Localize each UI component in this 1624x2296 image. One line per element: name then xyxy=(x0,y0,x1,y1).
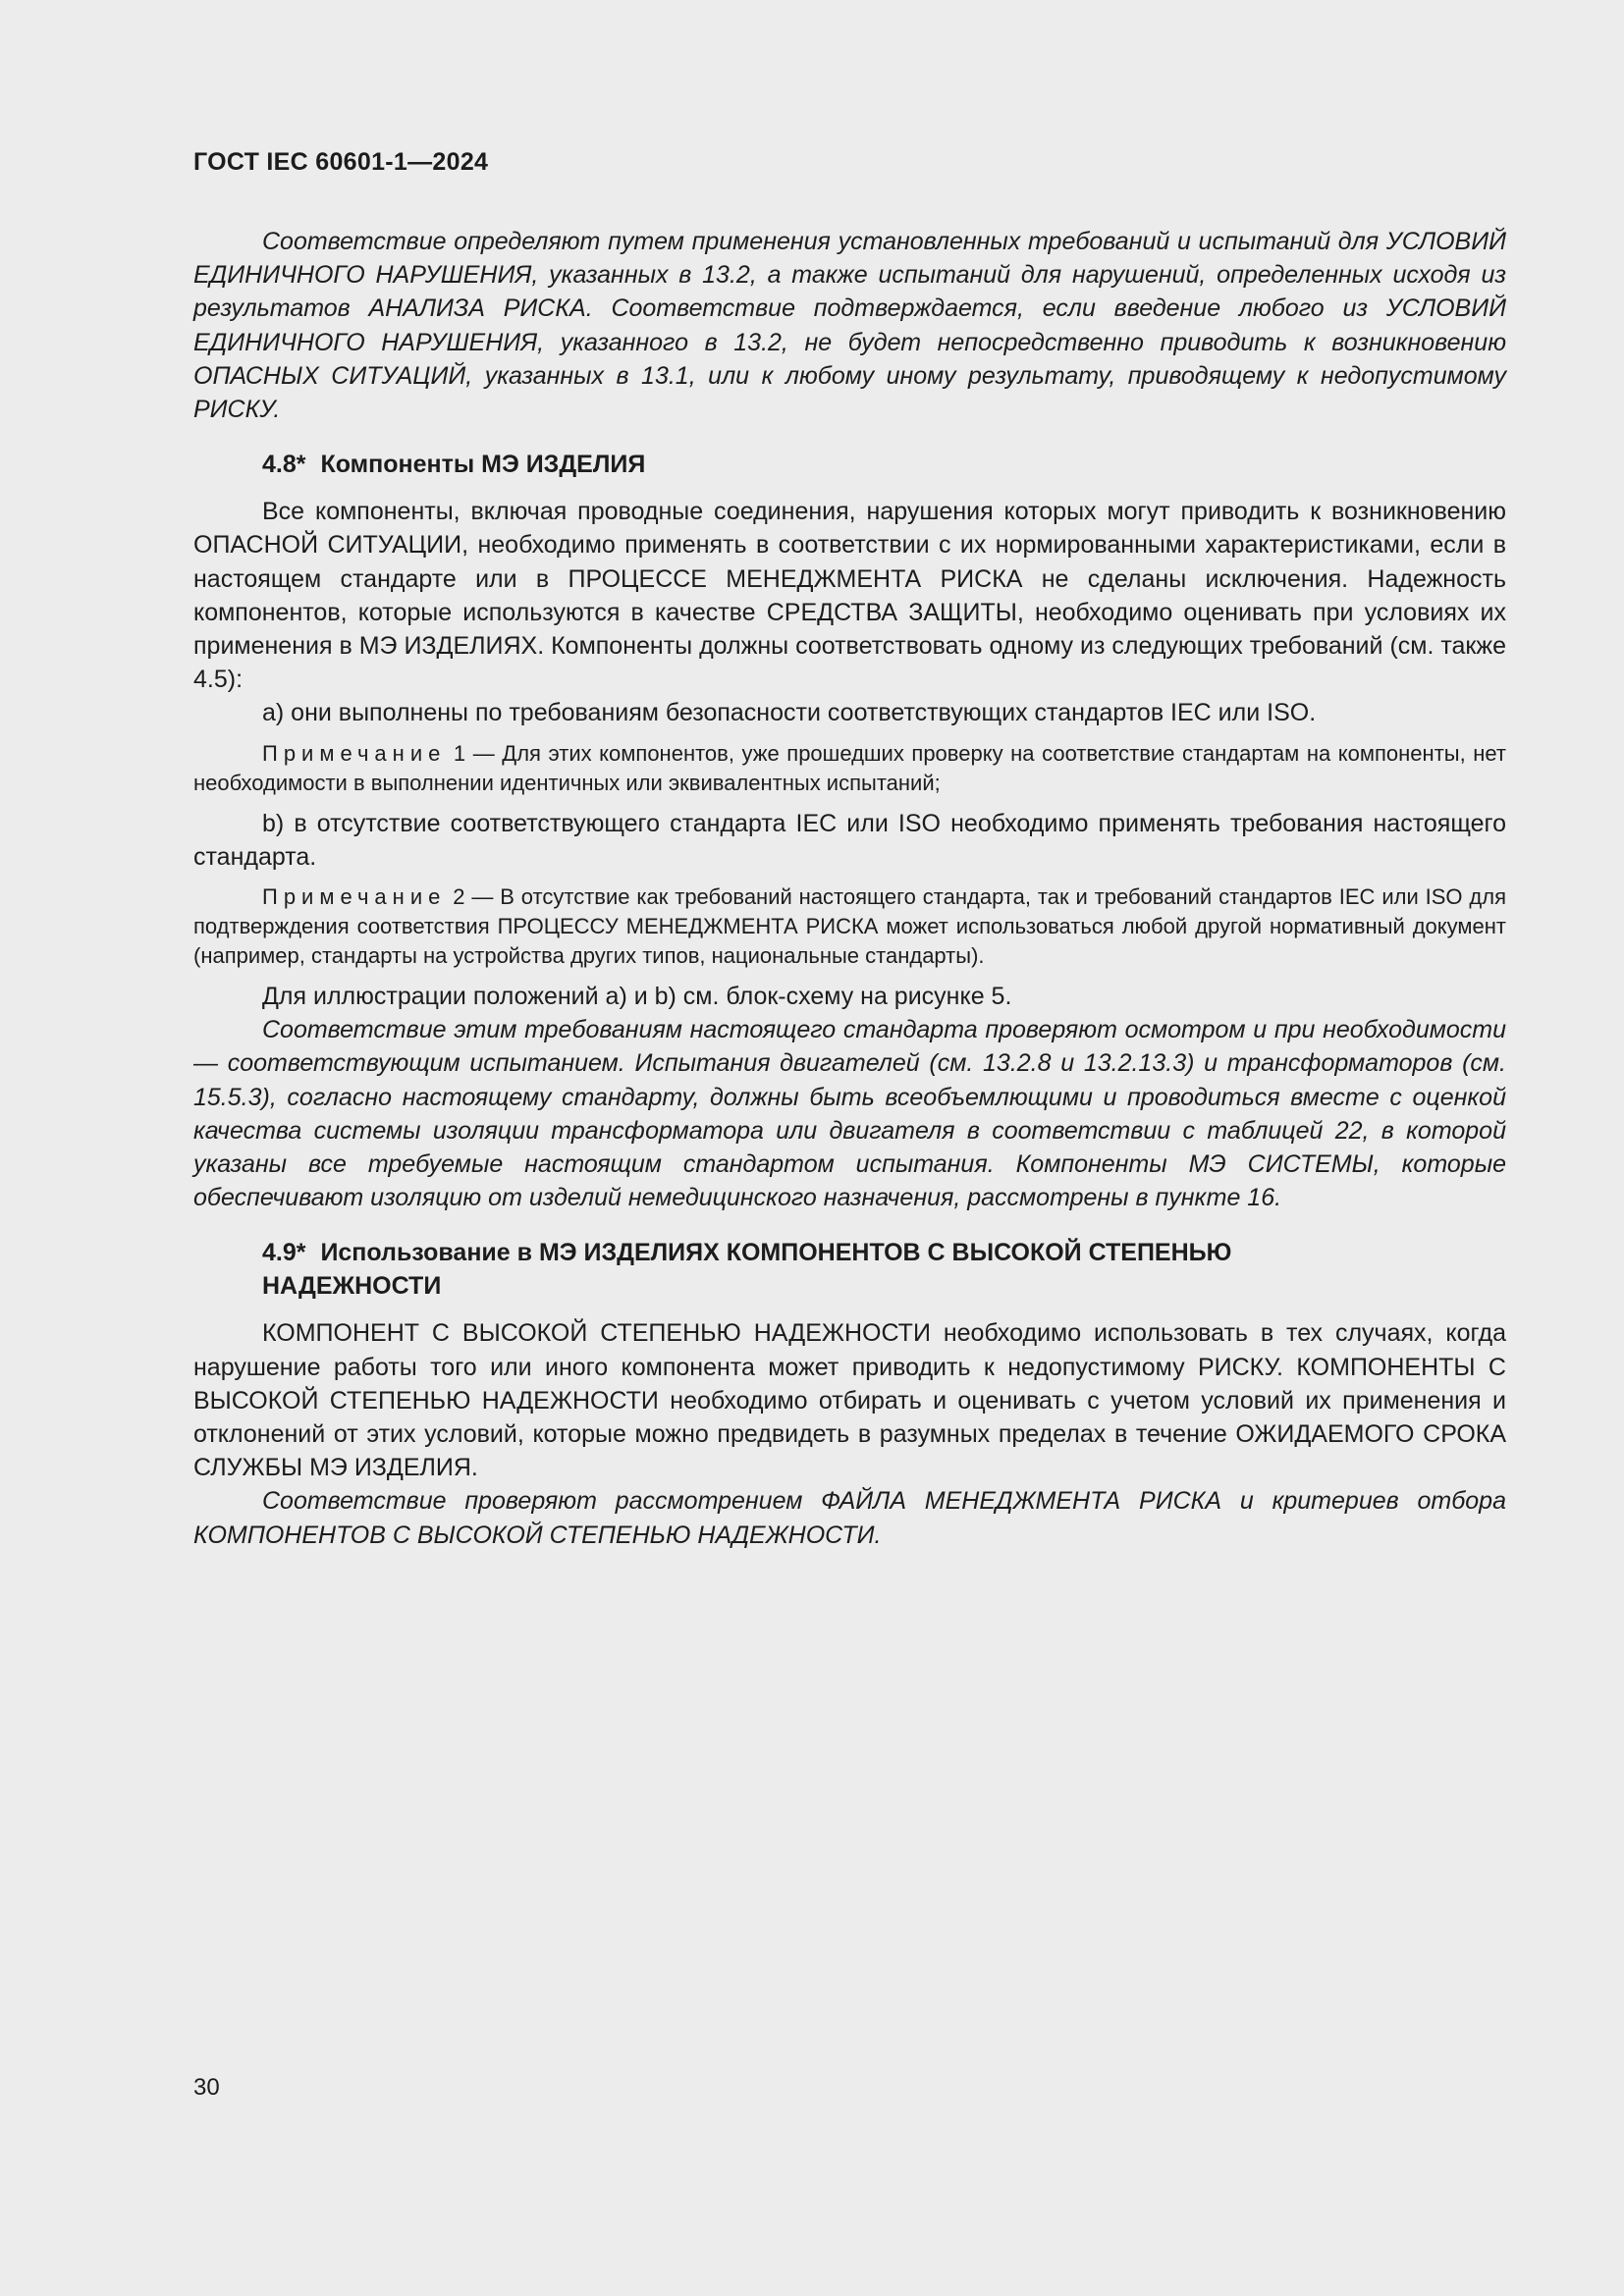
compliance-paragraph-1: Соответствие определяют путем применения установленных требований и испытаний для УСЛОВИЙ ЕДИНИЧНОГО НАРУШЕНИЯ, указанных в 13.2, а также испытаний для нарушений, определенных исходя из результатов АНАЛИЗА РИСКА. Соответствие подтверждается, если введение любого из УСЛОВИЙ ЕДИНИЧНОГО НАРУШЕНИЯ, указанного в 13.2, не будет непосредственно приводить к возникновению ОПАСНЫХ СИТУАЦИЙ, указанных в 13.1, или к любому иному результату, приводящему к недопустимому РИСКУ. xyxy=(193,228,1506,424)
section-4-8-heading xyxy=(193,448,1506,481)
note-1-label: Примечание xyxy=(262,740,447,766)
section-4-9-number: 4.9* xyxy=(262,1239,306,1267)
document-code-header: ГОСТ IEC 60601-1—2024 xyxy=(193,148,489,176)
note-2 xyxy=(193,882,1506,971)
note-2-text: 2 — В отсутствие как требований настоящего стандарта, так и требований стандартов IEC или ISO для подтверждения соответствия ПРОЦЕССУ МЕНЕДЖМЕНТА РИСКА может использоваться любой другой нормативный документ (например, стандарты на устройства других типов, национальные стандарты). xyxy=(193,884,1506,969)
list-item-a: a) они выполнены по требованиям безопасности соответствующих стандартов IEC или ISO. xyxy=(262,699,1317,727)
note-1-text: 1 — Для этих компонентов, уже прошедших проверку на соответствие стандартам на компоненты, нет необходимости в выполнении идентичных или эквивалентных испытаний; xyxy=(193,740,1506,795)
components-paragraph: Все компоненты, включая проводные соединения, нарушения которых могут приводить к возникновению ОПАСНОЙ СИТУАЦИИ, необходимо применять в соответствии с их нормированными характеристиками, если в настоящем стандарте или в ПРОЦЕССЕ МЕНЕДЖМЕНТА РИСКА не сделаны исключения. Надежность компонентов, которые используются в качестве СРЕДСТВА ЗАЩИТЫ, необходимо оценивать при условиях их применения в МЭ ИЗДЕЛИЯХ. Компоненты должны соответствовать одному из следующих требований (см. также 4.5): xyxy=(193,498,1506,694)
list-item-b: b) в отсутствие соответствующего стандарта IEC или ISO необходимо применять требования настоящего стандарта. xyxy=(193,809,1506,871)
document-body xyxy=(193,225,1506,1552)
illustration-paragraph: Для иллюстрации положений a) и b) см. блок-схему на рисунке 5. xyxy=(262,983,1012,1011)
section-4-9-title-line-1: Использование в МЭ ИЗДЕЛИЯХ КОМПОНЕНТОВ С ВЫСОКОЙ СТЕПЕНЬЮ xyxy=(320,1239,1232,1267)
section-4-8-title: Компоненты МЭ ИЗДЕЛИЯ xyxy=(320,451,646,479)
section-4-8-number: 4.8* xyxy=(262,451,306,479)
note-2-label: Примечание xyxy=(262,884,447,910)
section-4-9-title-line-2: НАДЕЖНОСТИ xyxy=(262,1272,442,1301)
section-4-9-heading xyxy=(193,1236,1506,1303)
high-integrity-paragraph: КОМПОНЕНТ С ВЫСОКОЙ СТЕПЕНЬЮ НАДЕЖНОСТИ необходимо использовать в тех случаях, когда нарушение работы того или иного компонента может приводить к недопустимому РИСКУ. КОМПОНЕНТЫ С ВЫСОКОЙ СТЕПЕНЬЮ НАДЕЖНОСТИ необходимо отбирать и оценивать с учетом условий их применения и отклонений от этих условий, которые можно предвидеть в разумных пределах в течение ОЖИДАЕМОГО СРОКА СЛУЖБЫ МЭ ИЗДЕЛИЯ. xyxy=(193,1319,1506,1482)
compliance-paragraph-2: Соответствие этим требованиям настоящего стандарта проверяют осмотром и при необходимости — соответствующим испытанием. Испытания двигателей (см. 13.2.8 и 13.2.13.3) и трансформаторов (см. 15.5.3), согласно настоящему стандарту, должны быть всеобъемлющими и проводиться вместе с оценкой качества системы изоляции трансформатора или двигателя в соответствии с таблицей 22, в которой указаны все требуемые настоящим стандартом испытания. Компоненты МЭ СИСТЕМЫ, которые обеспечивают изоляцию от изделий немедицинского назначения, рассмотрены в пункте 16. xyxy=(193,1016,1506,1212)
note-1 xyxy=(193,739,1506,798)
compliance-paragraph-3: Соответствие проверяют рассмотрением ФАЙЛА МЕНЕДЖМЕНТА РИСКА и критериев отбора КОМПОНЕНТОВ С ВЫСОКОЙ СТЕПЕНЬЮ НАДЕЖНОСТИ. xyxy=(193,1487,1506,1549)
page-number: 30 xyxy=(193,2074,220,2101)
